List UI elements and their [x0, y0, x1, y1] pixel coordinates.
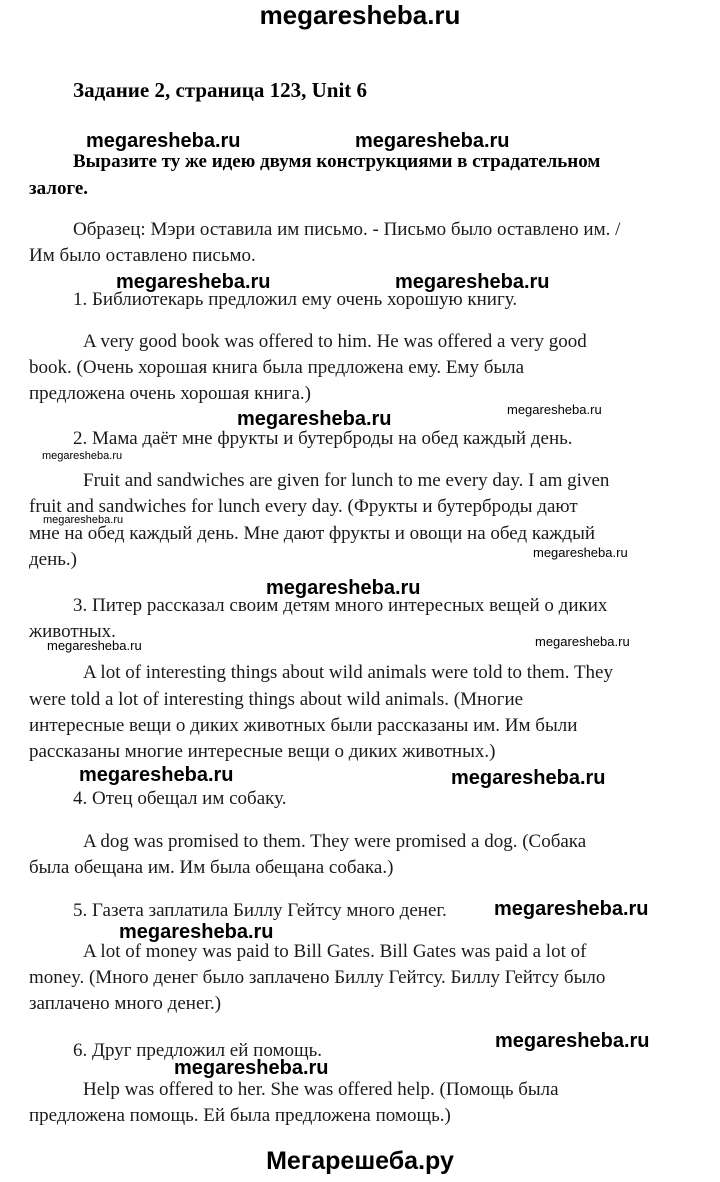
page-title: Задание 2, страница 123, Unit 6 [73, 78, 368, 102]
item-6-answer-line: Help was offered to her. She was offered help. (Помощь была [83, 1079, 559, 1100]
watermark: megaresheba.ru [237, 408, 392, 430]
item-2-answer-line: день.) [29, 549, 78, 570]
watermark: megaresheba.ru [79, 764, 234, 786]
item-4-prompt: 4. Отец обещал им собаку. [73, 788, 287, 809]
item-1-answer-line: A very good book was offered to him. He was offered a very good [83, 331, 587, 352]
item-5-answer-line: A lot of money was paid to Bill Gates. Bill Gates was paid a lot of [83, 941, 587, 962]
watermark: megaresheba.ru [266, 577, 421, 599]
item-6-answer-line: предложена помощь. Ей была предложена помощь.) [29, 1105, 451, 1126]
item-1-answer-line: предложена очень хорошая книга.) [29, 383, 311, 404]
example-line-1: Образец: Мэри оставила им письмо. - Письмо было оставлено им. / [73, 219, 621, 240]
instruction-line-2: залоге. [29, 178, 89, 199]
item-2-answer-line: fruit and sandwiches for lunch every day. (Фрукты и бутерброды дают [29, 496, 578, 517]
item-5-answer-line: заплачено много денег.) [29, 993, 222, 1014]
item-4-answer-line: A dog was promised to them. They were promised a dog. (Собака [83, 831, 587, 852]
watermark: megaresheba.ru [395, 271, 550, 293]
item-2-answer-line: Fruit and sandwiches are given for lunch to me every day. I am given [83, 470, 610, 491]
item-5-prompt: 5. Газета заплатила Биллу Гейтсу много денег. [73, 900, 447, 921]
example-line-2: Им было оставлено письмо. [29, 245, 256, 266]
watermark: megaresheba.ru [451, 767, 606, 789]
watermark: megaresheba.ru [119, 921, 274, 943]
item-5-answer-line: money. (Много денег было заплачено Биллу Гейтсу. Биллу Гейтсу было [29, 967, 606, 988]
item-3-answer-line: интересные вещи о диких животных были рассказаны им. Им были [29, 715, 578, 736]
watermark: megaresheba.ru [533, 545, 628, 560]
item-2-prompt: 2. Мама даёт мне фрукты и бутерброды на обед каждый день. [73, 428, 573, 449]
watermark: megaresheba.ru [355, 130, 510, 152]
item-6-prompt: 6. Друг предложил ей помощь. [73, 1040, 323, 1061]
item-1-prompt: 1. Библиотекарь предложил ему очень хорошую книгу. [73, 289, 518, 310]
watermark: megaresheba.ru [86, 130, 241, 152]
watermark: megaresheba.ru [116, 271, 271, 293]
watermark: megaresheba.ru [43, 514, 124, 526]
site-footer[interactable]: Мегарешеба.ру [266, 1147, 454, 1175]
watermark: megaresheba.ru [47, 638, 142, 653]
watermark: megaresheba.ru [42, 450, 123, 462]
watermark: megaresheba.ru [507, 402, 602, 417]
item-2-answer-line: мне на обед каждый день. Мне дают фрукты и овощи на обед каждый [29, 523, 596, 544]
item-3-prompt: 3. Питер рассказал своим детям много интересных вещей о диких [73, 595, 608, 616]
watermark: megaresheba.ru [494, 898, 649, 920]
watermark: megaresheba.ru [535, 634, 630, 649]
watermark: megaresheba.ru [495, 1030, 650, 1052]
item-3-answer-line: рассказаны многие интересные вещи о диких животных.) [29, 741, 496, 762]
item-4-answer-line: была обещана им. Им была обещана собака.) [29, 857, 394, 878]
item-1-answer-line: book. (Очень хорошая книга была предложена ему. Ему была [29, 357, 525, 378]
watermark: megaresheba.ru [174, 1057, 329, 1079]
instruction-line-1: Выразите ту же идею двумя конструкциями в страдательном [73, 151, 601, 172]
item-3-prompt-cont: животных. [29, 621, 116, 642]
item-3-answer-line: A lot of interesting things about wild animals were told to them. They [83, 662, 613, 683]
site-header[interactable]: megaresheba.ru [259, 0, 461, 30]
item-3-answer-line: were told a lot of interesting things about wild animals. (Многие [29, 689, 524, 710]
